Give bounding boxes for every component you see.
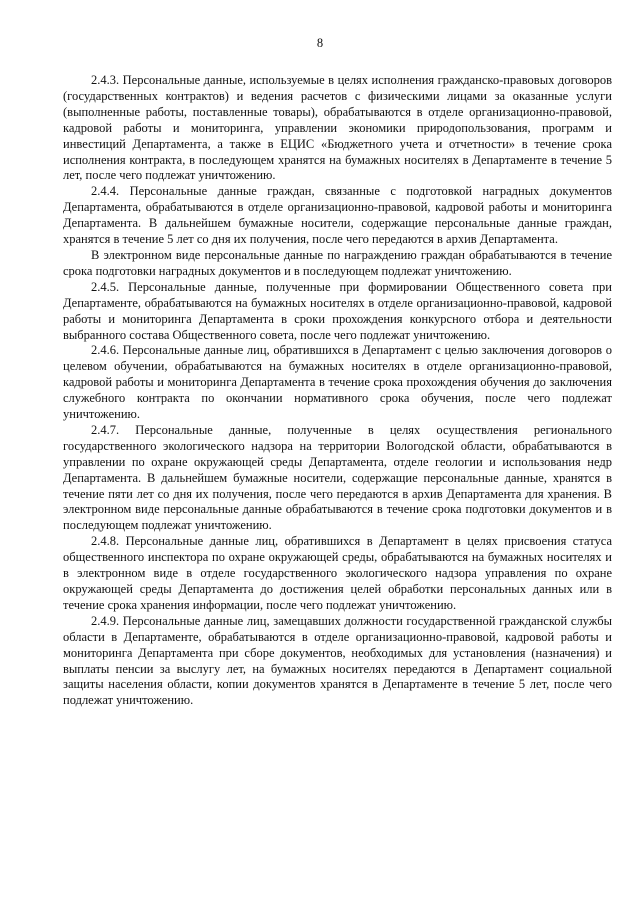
paragraph-2-4-8: 2.4.8. Персональные данные лиц, обратившихся в Департамент в целях присвоения статуса общественного инспектора по охране окружающей среды, обрабатываются на бумажных носителях и в электронном виде в отделе государственного экологического надзора управления по охране окружающей среды Департамента до достижения целей обработки персональных данных или в течение срока хранения информации, после чего подлежат уничтожению. bbox=[63, 534, 612, 612]
paragraph-2-4-4: 2.4.4. Персональные данные граждан, связанные с подготовкой наградных документов Департамента, обрабатываются в отделе организационно-правовой, кадровой работы и мониторинга Департамента. В дальнейшем бумажные носители, содержащие персональные данные граждан, хранятся в течение 5 лет со дня их получения, после чего передаются в архив Департамента. bbox=[63, 184, 612, 247]
paragraph-2-4-6: 2.4.6. Персональные данные лиц, обратившихся в Департамент с целью заключения договоров о целевом обучении, обрабатываются на бумажных носителях в отделе организационно-правовой, кадровой работы и мониторинга Департамента в течение срока прохождения обучения до заключения служебного контракта по окончании нормативного срока обучения, после чего подлежат уничтожению. bbox=[63, 343, 612, 422]
paragraph-2-4-5: 2.4.5. Персональные данные, полученные при формировании Общественного совета при Департаменте, обрабатываются на бумажных носителях в отделе организационно-правовой, кадровой работы и мониторинга Департамента в сроки прохождения конкурсного отбора и деятельности выбранного состава Общественного совета, после чего подлежат уничтожению. bbox=[63, 279, 612, 342]
page-number: 8 bbox=[316, 36, 324, 50]
paragraph-2-4-3: 2.4.3. Персональные данные, используемые в целях исполнения гражданско-правовых договоров (государственных контрактов) и ведения расчетов с физическими лицами за оказанные услуги (выполненные работы, поставленные товары), обрабатываются в отделе организационно-правовой, кадровой работы и мониторинга, управлении экономики природопользования, программ и инвестиций Департамента, а также в ЕЦИС «Бюджетного учета и отчетности» в течение срока исполнения контракта, в последующем хранятся на бумажных носителях в Департаменте в течение 5 лет, после чего подлежат уничтожению. bbox=[63, 73, 612, 183]
document-body bbox=[63, 73, 612, 709]
paragraph-2-4-9: 2.4.9. Персональные данные лиц, замещавших должности государственной гражданской службы области в Департаменте, обрабатываются в отделе организационно-правовой, кадровой работы и мониторинга Департамента при сборе документов, необходимых для установления (назначения) и выплаты пенсии за выслугу лет, на бумажных носителях передаются в Департамент социальной защиты населения области, копии документов хранятся в Департаменте в течение 5 лет, после чего подлежат уничтожению. bbox=[63, 613, 612, 708]
paragraph-2-4-4-electronic: В электронном виде персональные данные по награждению граждан обрабатываются в течение срока подготовки наградных документов и в последующем подлежат уничтожению. bbox=[63, 247, 612, 278]
paragraph-2-4-7: 2.4.7. Персональные данные, полученные в целях осуществления регионального государственного экологического надзора на территории Вологодской области, обрабатываются в управлении по охране окружающей среды Департамента, отделе геологии и использования недр Департамента. В дальнейшем бумажные носители, содержащие персональные данные, хранятся в течение пяти лет со дня их получения, после чего передаются в архив Департамента для хранения. В электронном виде персональные данные обрабатываются в течение срока подготовки документов и в последующем подлежат уничтожению. bbox=[63, 422, 612, 533]
